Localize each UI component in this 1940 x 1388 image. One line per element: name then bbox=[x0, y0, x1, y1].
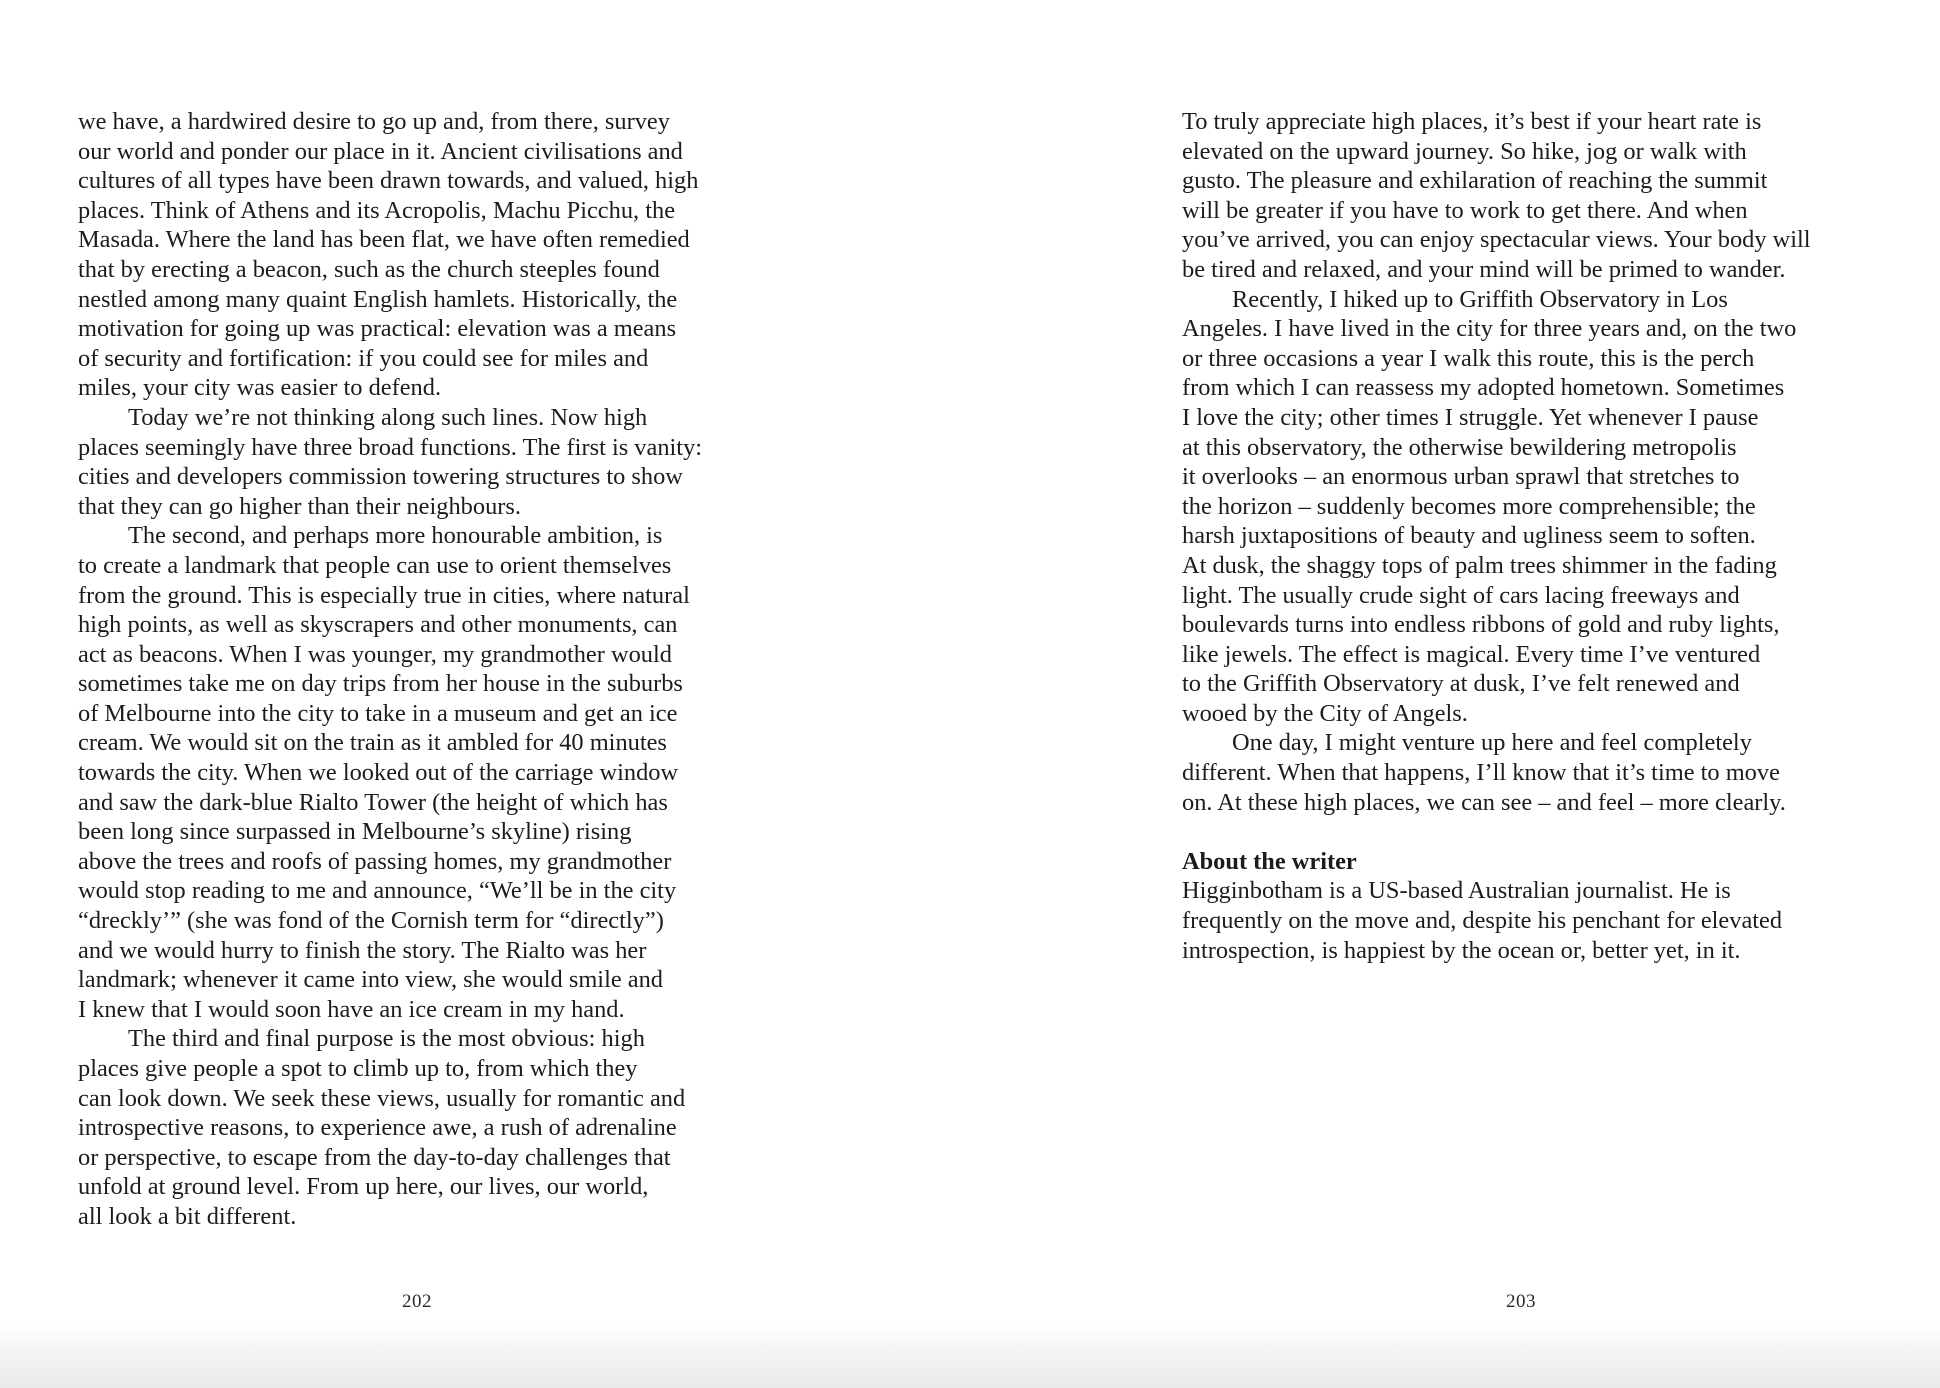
text-line: our world and ponder our place in it. Ancient civilisations and bbox=[78, 137, 683, 165]
paragraph-start-line: Recently, I hiked up to Griffith Observatory in Los bbox=[1232, 285, 1728, 313]
paragraph-start-line: Today we’re not thinking along such lines. Now high bbox=[128, 403, 648, 431]
left-page-text bbox=[78, 107, 778, 1232]
right-page-text bbox=[1182, 107, 1902, 965]
text-line: all look a bit different. bbox=[78, 1202, 297, 1230]
text-line: nestled among many quaint English hamlets. Historically, the bbox=[78, 285, 678, 313]
text-line: been long since surpassed in Melbourne’s skyline) rising bbox=[78, 818, 632, 846]
text-line: At dusk, the shaggy tops of palm trees shimmer in the fading bbox=[1182, 551, 1777, 579]
text-line: I knew that I would soon have an ice cream in my hand. bbox=[78, 995, 625, 1023]
text-line: we have, a hardwired desire to go up and, from there, survey bbox=[78, 108, 670, 135]
text-line: of Melbourne into the city to take in a museum and get an ice bbox=[78, 699, 678, 727]
text-line: high points, as well as skyscrapers and other monuments, can bbox=[78, 611, 678, 639]
text-line: from which I can reassess my adopted hometown. Sometimes bbox=[1182, 374, 1785, 402]
page-number-right: 203 bbox=[1506, 1291, 1536, 1312]
text-line: “dreckly’” (she was fond of the Cornish term for “directly”) bbox=[78, 907, 664, 935]
text-line: like jewels. The effect is magical. Every time I’ve ventured bbox=[1182, 640, 1761, 668]
text-line: on. At these high places, we can see – and feel – more clearly. bbox=[1182, 788, 1786, 816]
text-line: boulevards turns into endless ribbons of gold and ruby lights, bbox=[1182, 611, 1780, 639]
text-line: miles, your city was easier to defend. bbox=[78, 374, 442, 402]
text-line: at this observatory, the otherwise bewildering metropolis bbox=[1182, 433, 1737, 461]
paragraph-start-line: The third and final purpose is the most obvious: high bbox=[128, 1025, 645, 1053]
about-writer-line: introspection, is happiest by the ocean or, better yet, in it. bbox=[1182, 936, 1741, 964]
text-line: from the ground. This is especially true in cities, where natural bbox=[78, 581, 690, 609]
text-line: can look down. We seek these views, usually for romantic and bbox=[78, 1084, 686, 1112]
text-line: light. The usually crude sight of cars lacing freeways and bbox=[1182, 581, 1740, 609]
text-line: cities and developers commission towering structures to show bbox=[78, 463, 683, 491]
text-line: sometimes take me on day trips from her house in the suburbs bbox=[78, 670, 683, 698]
text-line: cultures of all types have been drawn towards, and valued, high bbox=[78, 167, 699, 195]
paragraph-start-line: One day, I might venture up here and feel completely bbox=[1232, 729, 1752, 757]
text-line: different. When that happens, I’ll know that it’s time to move bbox=[1182, 759, 1780, 787]
text-line: you’ve arrived, you can enjoy spectacular views. Your body will bbox=[1182, 226, 1811, 254]
about-writer-line: Higginbotham is a US-based Australian journalist. He is bbox=[1182, 877, 1731, 905]
text-line: elevated on the upward journey. So hike, jog or walk with bbox=[1182, 137, 1747, 165]
text-line: landmark; whenever it came into view, she would smile and bbox=[78, 966, 663, 994]
text-line: places seemingly have three broad functions. The first is vanity: bbox=[78, 433, 703, 461]
text-line: motivation for going up was practical: elevation was a means bbox=[78, 315, 677, 343]
text-line: towards the city. When we looked out of the carriage window bbox=[78, 759, 679, 787]
text-line: Angeles. I have lived in the city for three years and, on the two bbox=[1182, 315, 1797, 343]
text-line: wooed by the City of Angels. bbox=[1182, 699, 1468, 727]
text-line: that they can go higher than their neighbours. bbox=[78, 492, 521, 520]
text-line: will be greater if you have to work to get there. And when bbox=[1182, 196, 1748, 224]
about-writer-line: frequently on the move and, despite his penchant for elevated bbox=[1182, 907, 1783, 935]
text-line: the horizon – suddenly becomes more comprehensible; the bbox=[1182, 492, 1756, 520]
section-spacer bbox=[1182, 817, 1902, 847]
text-line: places give people a spot to climb up to, from which they bbox=[78, 1055, 638, 1082]
text-line: or perspective, to escape from the day-to-day challenges that bbox=[78, 1143, 671, 1171]
text-line: places. Think of Athens and its Acropolis, Machu Picchu, the bbox=[78, 196, 676, 224]
text-line: and we would hurry to finish the story. The Rialto was her bbox=[78, 936, 647, 964]
text-line: of security and fortification: if you could see for miles and bbox=[78, 344, 649, 372]
text-line: that by erecting a beacon, such as the church steeples found bbox=[78, 255, 660, 283]
about-writer-heading: About the writer bbox=[1182, 847, 1357, 875]
text-line: above the trees and roofs of passing homes, my grandmother bbox=[78, 847, 672, 875]
text-line: gusto. The pleasure and exhilaration of reaching the summit bbox=[1182, 167, 1768, 195]
text-line: To truly appreciate high places, it’s best if your heart rate is bbox=[1182, 108, 1762, 135]
text-line: cream. We would sit on the train as it ambled for 40 minutes bbox=[78, 729, 667, 757]
text-line: unfold at ground level. From up here, our lives, our world, bbox=[78, 1173, 649, 1201]
text-line: it overlooks – an enormous urban sprawl that stretches to bbox=[1182, 463, 1740, 491]
text-line: Masada. Where the land has been flat, we have often remedied bbox=[78, 226, 690, 254]
text-line: be tired and relaxed, and your mind will be primed to wander. bbox=[1182, 255, 1786, 283]
page-number-left: 202 bbox=[402, 1291, 432, 1312]
text-line: would stop reading to me and announce, “We’ll be in the city bbox=[78, 877, 677, 905]
text-line: to create a landmark that people can use to orient themselves bbox=[78, 551, 672, 579]
text-line: act as beacons. When I was younger, my grandmother would bbox=[78, 640, 672, 668]
text-line: I love the city; other times I struggle. Yet whenever I pause bbox=[1182, 403, 1759, 431]
text-line: introspective reasons, to experience awe, a rush of adrenaline bbox=[78, 1114, 677, 1142]
paragraph-start-line: The second, and perhaps more honourable ambition, is bbox=[128, 522, 663, 550]
text-line: and saw the dark-blue Rialto Tower (the height of which has bbox=[78, 788, 668, 816]
page-bottom-shadow bbox=[0, 1322, 1940, 1388]
text-line: or three occasions a year I walk this route, this is the perch bbox=[1182, 344, 1755, 372]
text-line: harsh juxtapositions of beauty and ugliness seem to soften. bbox=[1182, 522, 1756, 550]
text-line: to the Griffith Observatory at dusk, I’ve felt renewed and bbox=[1182, 670, 1740, 698]
